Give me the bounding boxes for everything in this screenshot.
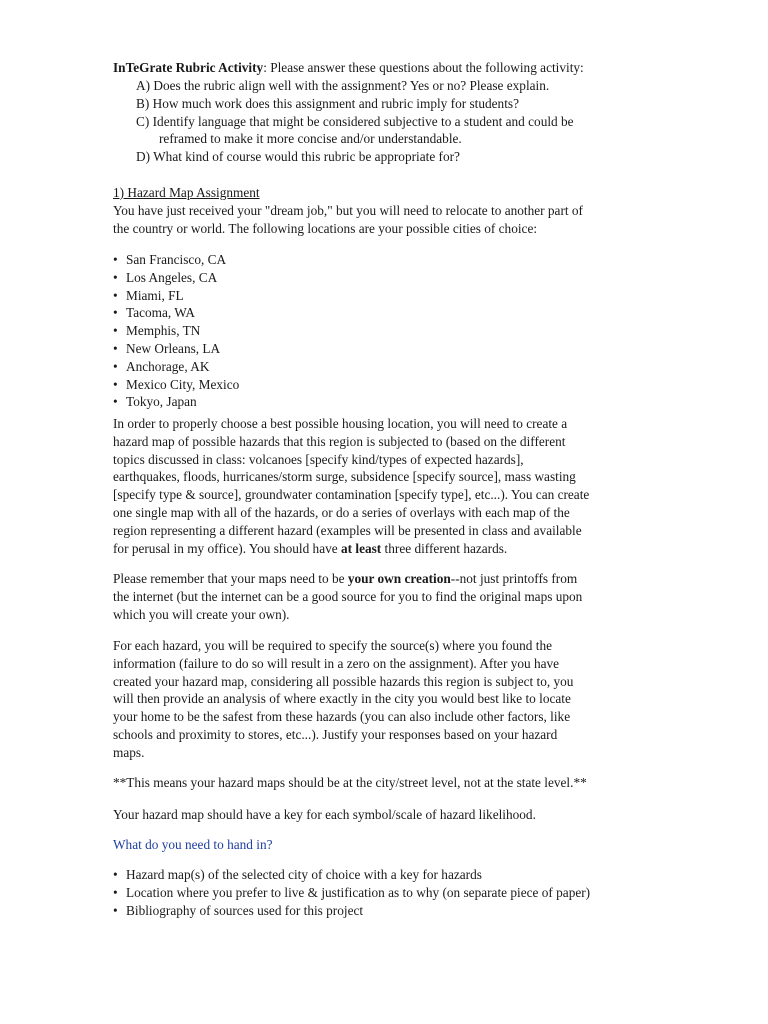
city-label: San Francisco, CA (126, 252, 227, 267)
paragraph-line: topics discussed in class: volcanoes [specify kind/types of expected hazards], (113, 451, 524, 467)
list-item (113, 251, 658, 269)
list-item (113, 340, 658, 358)
list-item (113, 287, 658, 305)
city-label: Tacoma, WA (126, 305, 195, 321)
assignment-heading: 1) Hazard Map Assignment (113, 185, 260, 200)
hand-in-list (113, 866, 658, 919)
level-note: **This means your hazard maps should be at the city/street level, not at the state level.** (113, 775, 587, 790)
paragraph-line: will then provide an analysis of where exactly in the city you would best like to locate (113, 691, 571, 707)
paragraph-line: region representing a different hazard (examples will be presented in class and available (113, 522, 582, 538)
paragraph-line: created your hazard map, considering all possible hazards this region is subject to, you (113, 673, 574, 689)
assignment-intro-line: the country or world. The following locations are your possible cities of choice: (113, 220, 538, 236)
city-label: Anchorage, AK (126, 358, 210, 374)
assignment-intro-line: You have just received your "dream job," but you will need to relocate to another part of (113, 203, 583, 218)
bullet-icon: • (113, 884, 118, 900)
paragraph-line: which you will create your own). (113, 606, 290, 622)
paragraph-line: maps. (113, 744, 145, 760)
bullet-icon: • (113, 867, 118, 882)
source-requirements (113, 637, 658, 762)
city-label: Tokyo, Japan (126, 394, 197, 410)
paragraph-line: schools and proximity to stores, etc...). Justify your responses based on your hazard (113, 726, 558, 742)
question-b: B) How much work does this assignment and rubric imply for students? (136, 95, 519, 111)
list-item (113, 902, 658, 920)
question-a: A) Does the rubric align well with the assignment? Yes or no? Please explain. (136, 78, 550, 93)
paragraph-line-end: three different hazards. (381, 540, 508, 556)
list-item (113, 393, 658, 411)
paragraph-line: Please remember that your maps need to be (113, 571, 348, 586)
list-item (113, 884, 658, 902)
paragraph-line: For each hazard, you will be required to specify the source(s) where you found the (113, 638, 553, 653)
list-item (113, 358, 658, 376)
city-label: Los Angeles, CA (126, 269, 218, 285)
key-note: Your hazard map should have a key for each symbol/scale of hazard likelihood. (113, 807, 536, 822)
bullet-icon: • (113, 252, 118, 267)
bullet-icon: • (113, 902, 118, 918)
activity-title-rest: : Please answer these questions about the following activity: (263, 60, 584, 75)
activity-title-line (113, 59, 658, 77)
activity-title: InTeGrate Rubric Activity (113, 60, 264, 75)
emphasis-own-creation: your own creation (347, 571, 451, 586)
city-label: New Orleans, LA (126, 340, 221, 356)
emphasis-at-least: at least (340, 540, 382, 556)
paragraph-line-end: --not just printoffs from (450, 571, 578, 586)
bullet-icon: • (113, 269, 118, 285)
hand-in-heading: What do you need to hand in? (113, 837, 273, 852)
bullet-icon: • (113, 376, 118, 392)
paragraph-line: information (failure to do so will result in a zero on the assignment). After you have (113, 655, 560, 671)
hazard-map-instructions (113, 415, 658, 557)
paragraph-line: earthquakes, floods, hurricanes/storm surge, subsidence [specify source], mass wasting (113, 469, 576, 485)
paragraph-line: your home to be the safest from these hazards (you can also include other factors, like (113, 709, 571, 725)
question-c-continued: reframed to make it more concise and/or understandable. (159, 131, 462, 147)
list-item (113, 866, 658, 884)
paragraph-line: [specify type & source], groundwater contamination [specify type], etc...). You can create (113, 487, 590, 503)
paragraph-line: the internet (but the internet can be a good source for you to find the original maps upon (113, 588, 583, 604)
city-label: Miami, FL (126, 287, 184, 303)
list-item (113, 322, 658, 340)
paragraph-line: for perusal in my office). You should have (113, 540, 341, 556)
hand-in-item: Bibliography of sources used for this project (126, 902, 364, 918)
paragraph-line: hazard map of possible hazards that this region is subjected to (based on the different (113, 433, 566, 449)
bullet-icon: • (113, 305, 118, 321)
paragraph-line: one single map with all of the hazards, or do a series of overlays with each map of the (113, 504, 570, 520)
hand-in-item: Hazard map(s) of the selected city of choice with a key for hazards (126, 867, 482, 882)
list-item (113, 304, 658, 322)
paragraph-line: In order to properly choose a best possible housing location, you will need to create a (113, 416, 568, 431)
question-list (113, 77, 658, 166)
question-d: D) What kind of course would this rubric be appropriate for? (136, 149, 460, 165)
list-item (113, 376, 658, 394)
city-label: Mexico City, Mexico (126, 376, 240, 392)
bullet-icon: • (113, 358, 118, 374)
assignment-intro (113, 202, 658, 238)
bullet-icon: • (113, 394, 118, 410)
own-creation-note (113, 570, 658, 623)
question-c: C) Identify language that might be considered subjective to a student and could be (136, 113, 574, 129)
hand-in-item: Location where you prefer to live & justification as to why (on separate piece of paper) (126, 884, 591, 900)
city-label: Memphis, TN (126, 323, 201, 339)
bullet-icon: • (113, 323, 118, 339)
list-item (113, 269, 658, 287)
bullet-icon: • (113, 340, 118, 356)
city-list (113, 251, 658, 411)
bullet-icon: • (113, 287, 118, 303)
